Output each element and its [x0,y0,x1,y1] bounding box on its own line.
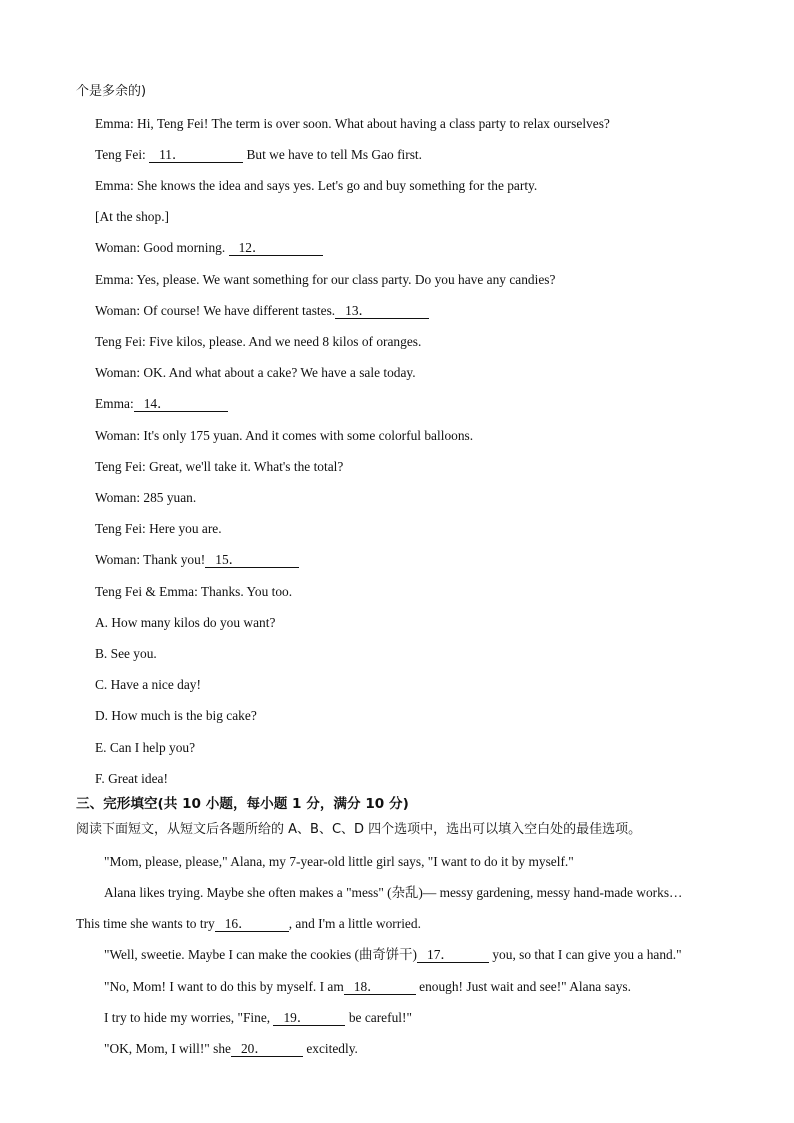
stage-direction: [At the shop.] [95,209,170,224]
answer-blank-20[interactable]: 20． [231,1041,303,1057]
answer-blank-16[interactable]: 16． [215,916,289,932]
dialogue-line-7: Woman: Of course! We have different tastes. 13． [95,303,429,319]
option-e: E. Can I help you? [95,740,196,755]
answer-blank-15[interactable]: 15． [205,552,299,568]
dialogue-line-13: Woman: 285 yuan. [95,490,197,505]
answer-blank-11[interactable]: 11． [149,147,243,163]
dialogue-line-3: Emma: She knows the idea and says yes. Let's go and buy something for the party. [95,178,538,193]
passage-paragraph-1: "Mom, please, please," Alana, my 7-year-old little girl says, "I want to do it by myself." [104,854,574,869]
dialogue-line-11: Woman: It's only 175 yuan. And it comes with some colorful balloons. [95,428,474,443]
passage-paragraph-4: "No, Mom! I want to do this by myself. I am 18． enough! Just wait and see!" Alana says. [104,979,631,994]
section-heading: 三、完形填空(共 10 小题，每小题 1 分，满分 10 分) [76,796,409,812]
dialogue-line-10: Emma: 14． [95,396,228,412]
option-a: A. How many kilos do you want? [95,615,276,630]
option-d: D. How much is the big cake? [95,708,257,723]
dialogue-line-1: Emma: Hi, Teng Fei! The term is over soon. What about having a class party to relax ourselves? [95,116,610,131]
dialogue-line-6: Emma: Yes, please. We want something for our class party. Do you have any candies? [95,272,556,287]
dialogue-line-14: Teng Fei: Here you are. [95,521,222,536]
answer-blank-12[interactable]: 12． [229,240,323,256]
dialogue-line-2: Teng Fei: 11． But we have to tell Ms Gao first. [95,147,422,162]
answer-blank-13[interactable]: 13． [335,303,429,319]
answer-blank-17[interactable]: 17． [417,947,489,963]
passage-paragraph-2: Alana likes trying. Maybe she often makes a "mess" (杂乱)— messy gardening, messy hand-made works… [104,885,683,900]
dialogue-line-9: Woman: OK. And what about a cake? We have a sale today. [95,365,416,380]
dialogue-line-16: Teng Fei & Emma: Thanks. You too. [95,584,293,599]
passage-paragraph-3: "Well, sweetie. Maybe I can make the cookies (曲奇饼干) 17． you, so that I can give you a hand." [104,947,682,962]
dialogue-line-15: Woman: Thank you! 15． [95,552,299,568]
option-f: F. Great idea! [95,771,168,786]
dialogue-line-8: Teng Fei: Five kilos, please. And we need 8 kilos of oranges. [95,334,422,349]
option-c: C. Have a nice day! [95,677,201,692]
option-b: B. See you. [95,646,157,661]
dialogue-line-5: Woman: Good morning. 12． [95,240,323,256]
section-instructions: 阅读下面短文，从短文后各题所给的 A、B、C、D 四个选项中，选出可以填入空白处的最佳选项。 [76,822,642,837]
passage-paragraph-5: I try to hide my worries, "Fine, 19． be careful!" [104,1010,412,1025]
answer-blank-18[interactable]: 18． [344,979,416,995]
continued-instruction-fragment: 个是多余的) [76,84,147,99]
passage-paragraph-2-cont: This time she wants to try 16． , and I'm a little worried. [76,916,421,931]
dialogue-line-12: Teng Fei: Great, we'll take it. What's the total? [95,459,344,474]
answer-blank-19[interactable]: 19． [273,1010,345,1026]
passage-paragraph-6: "OK, Mom, I will!" she 20． excitedly. [104,1041,358,1056]
answer-blank-14[interactable]: 14． [134,396,228,412]
